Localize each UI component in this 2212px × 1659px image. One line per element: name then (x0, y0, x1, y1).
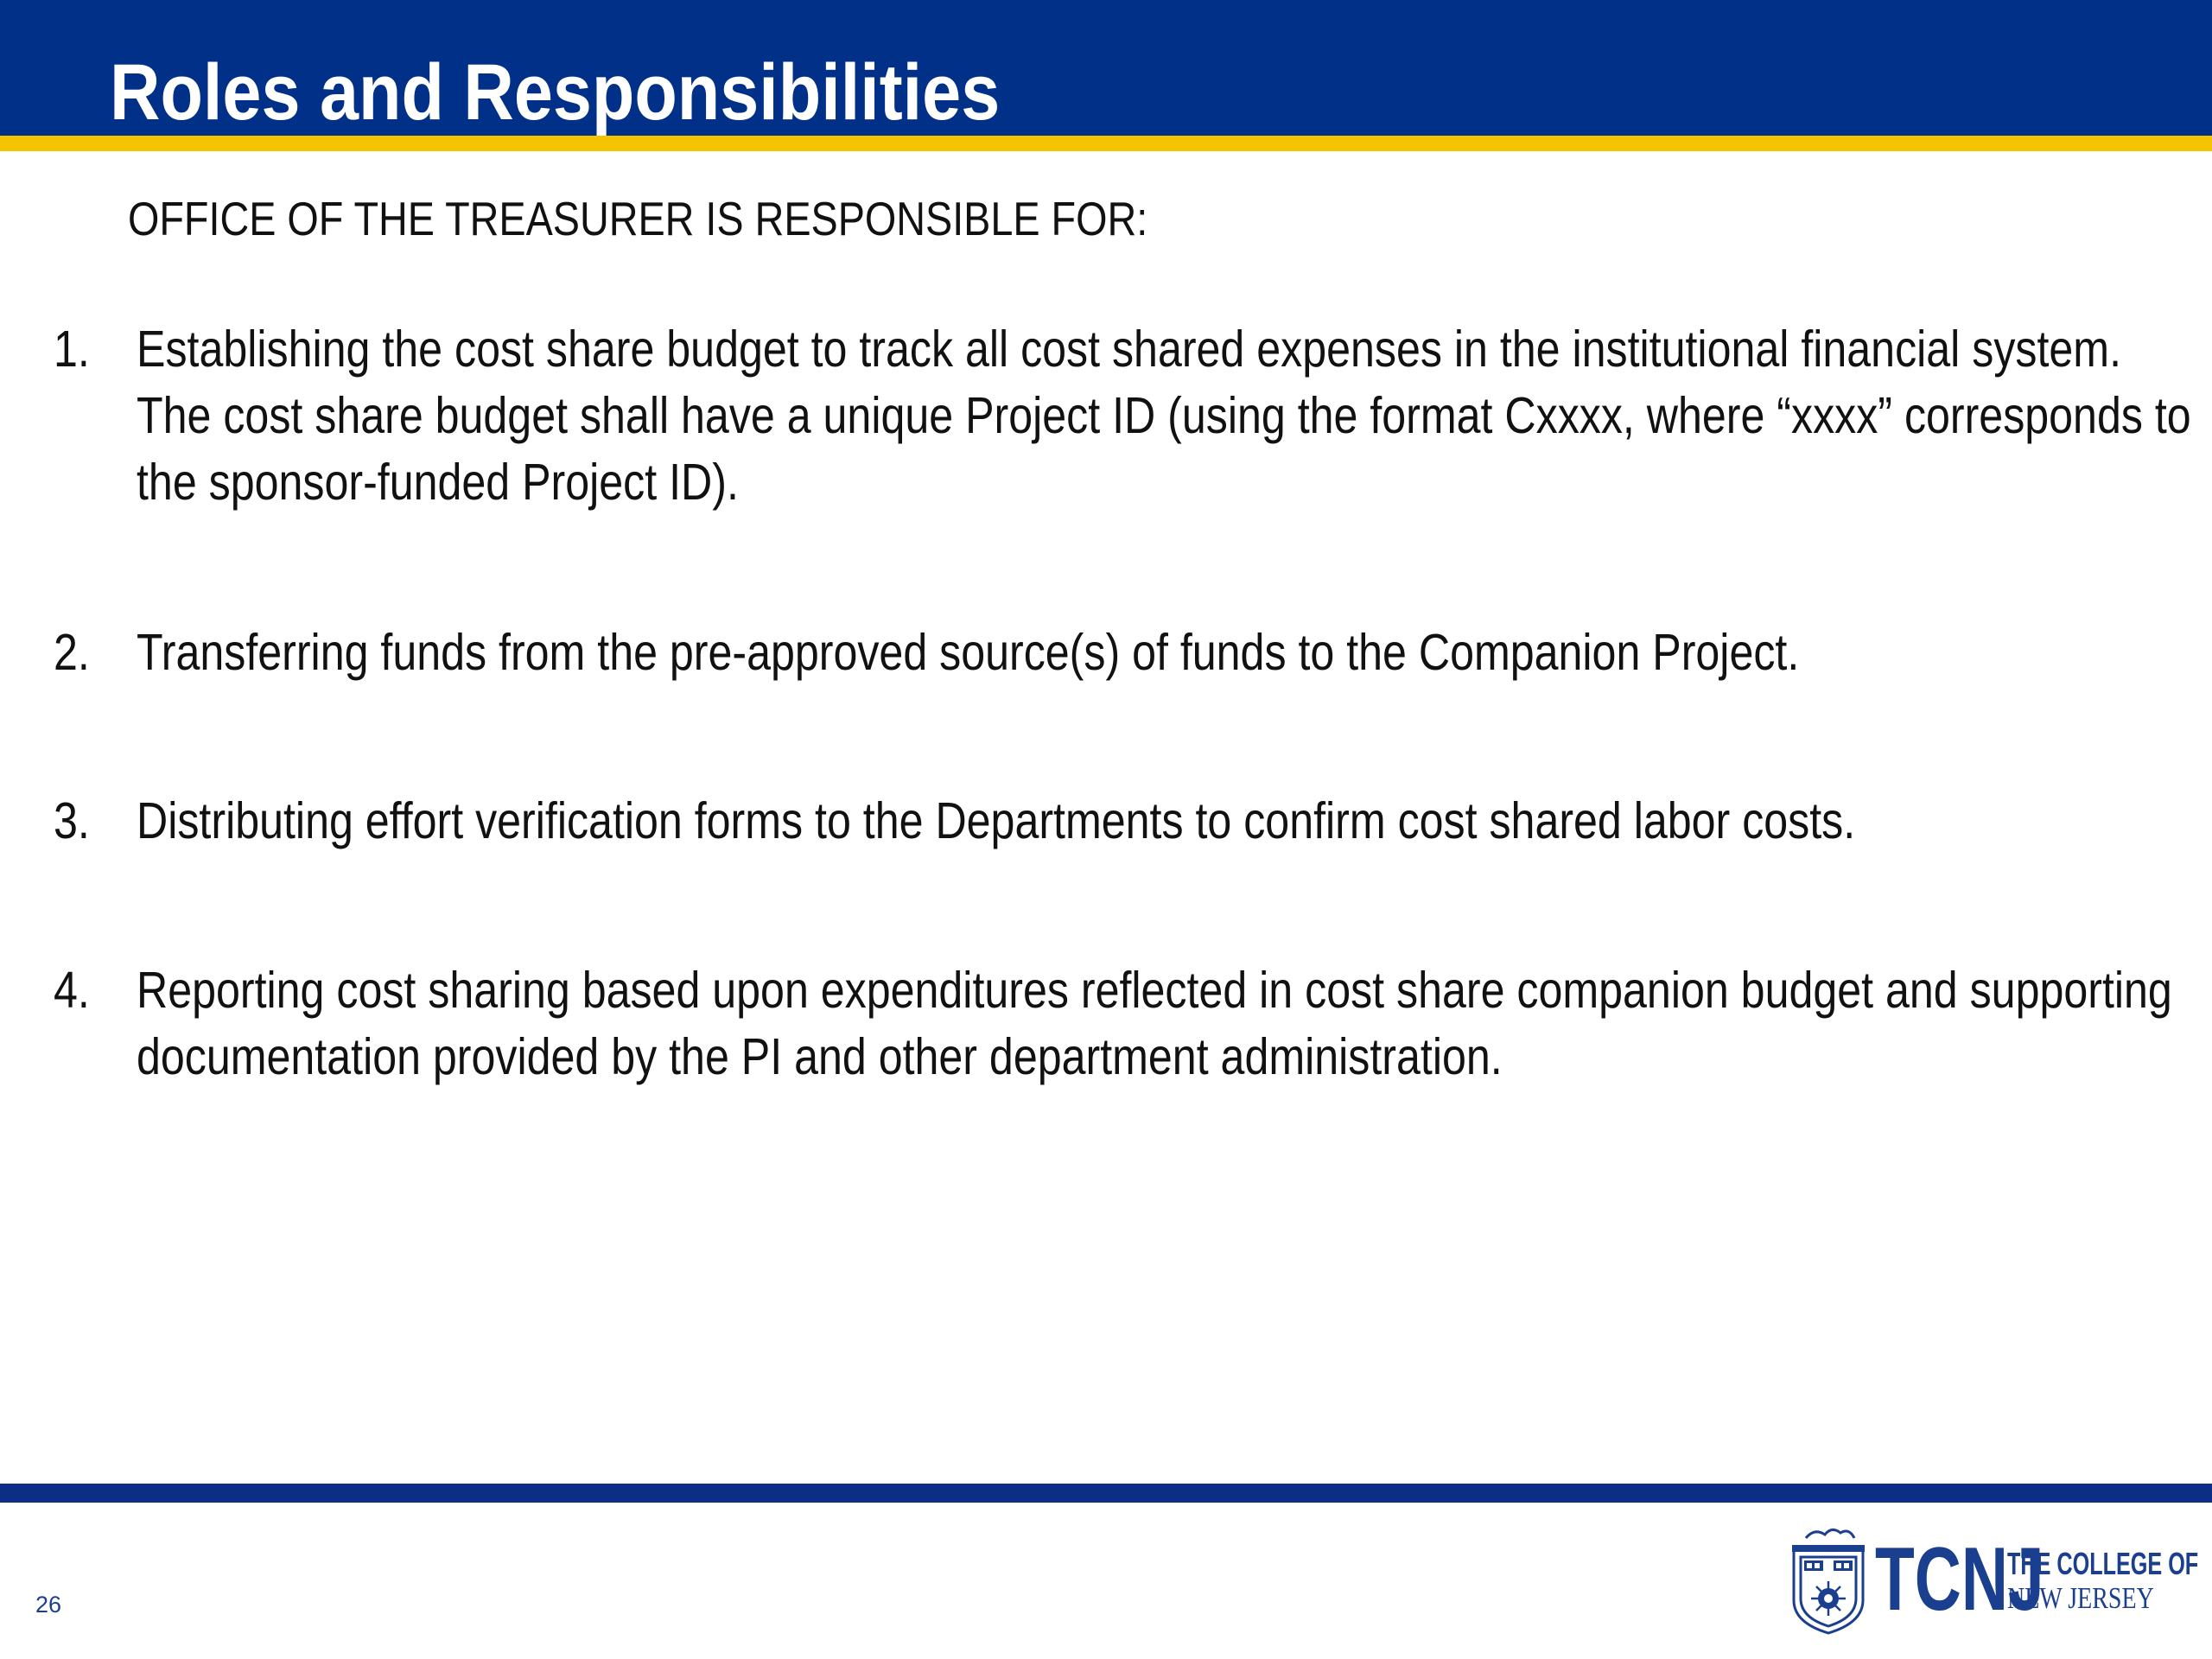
logo-wordmark: TCNJ (1875, 1529, 2044, 1630)
logo-text-line1: THE COLLEGE OF (2007, 1546, 2199, 1581)
college-seal-icon (1787, 1521, 1870, 1635)
item-text: Transferring funds from the pre-approved source(s) of funds to the Companion Project. (137, 624, 1800, 681)
logo-text-line2: NEW JERSEY (2007, 1581, 2154, 1615)
college-logo (1787, 1521, 2199, 1637)
item-number: 1. (54, 321, 90, 378)
item-number: 3. (54, 792, 90, 849)
item-number: 2. (54, 624, 90, 681)
footer-rule (0, 1484, 2212, 1503)
item-text: Distributing effort verification forms to the Departments to confirm cost shared labor costs. (137, 792, 1856, 849)
page-number: 26 (35, 1592, 62, 1618)
item-text: Establishing the cost share budget to track all cost shared expenses in the institutional financial system. The cost share budget shall have a unique Project ID (using the format Cxxxx, where “xxxx” corresponds to the sponsor-funded Project ID). (137, 321, 2191, 511)
item-number: 4. (54, 962, 90, 1019)
slide-title: Roles and Responsibilities (110, 48, 1001, 137)
item-text: Reporting cost sharing based upon expenditures reflected in cost share companion budget and supporting documentation provided by the PI and other department administration. (137, 962, 2172, 1085)
section-subheading: OFFICE OF THE TREASURER IS RESPONSIBLE FOR: (128, 192, 1148, 245)
